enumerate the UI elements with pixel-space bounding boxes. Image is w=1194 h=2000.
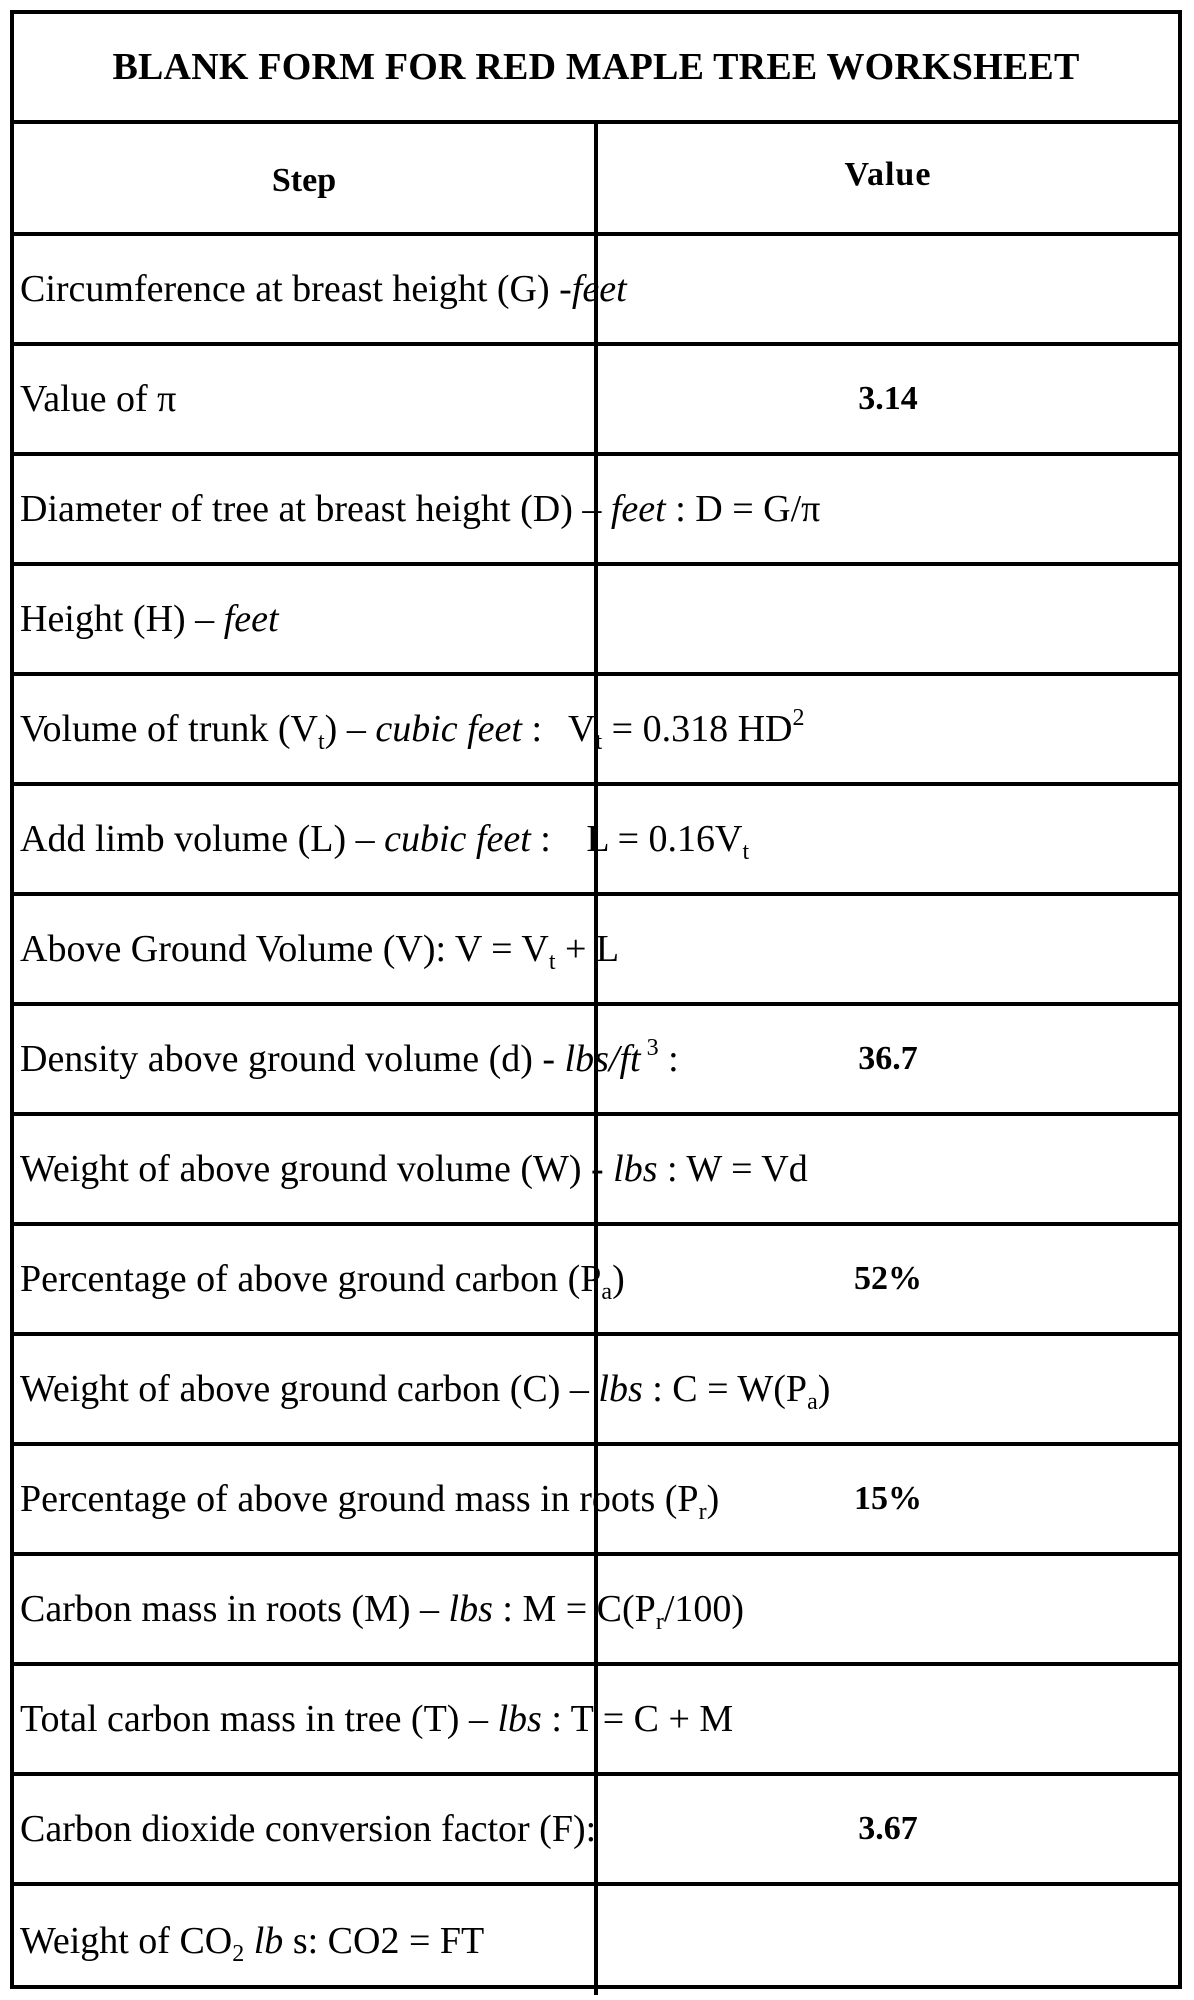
step-text-part: /100) [663, 1588, 745, 1630]
step-cell-conversion-factor [14, 1774, 596, 1884]
table-row [14, 1114, 1178, 1224]
worksheet-rows [14, 234, 1178, 1995]
step-text-part: t [548, 949, 556, 975]
table-row [14, 1554, 1178, 1664]
step-cell-pi [14, 344, 596, 454]
step-text-part: Add limb volume (L) – [20, 818, 385, 860]
table-row [14, 1774, 1178, 1884]
step-text-part: Diameter of tree at breast height (D) – [20, 488, 611, 530]
table-row [14, 564, 1178, 674]
table-row [14, 344, 1178, 454]
step-text-part: Weight of CO [20, 1919, 233, 1962]
step-text-part [244, 1920, 254, 1962]
header-row [14, 124, 1178, 234]
step-text-part: : [521, 708, 543, 750]
step-header: Step [14, 124, 596, 234]
step-text-part: : C = W(P [642, 1368, 808, 1410]
step-text-part: lbs [613, 1148, 658, 1190]
table-row [14, 784, 1178, 894]
step-cell-limb-volume [14, 784, 750, 894]
step-text-part: r [655, 1609, 664, 1635]
step-text-part: Density above ground volume (d) - [20, 1038, 565, 1080]
step-text-part: ) – [324, 708, 376, 750]
step-text-part: : D = G/π [665, 488, 821, 530]
step-text-part: + L [555, 928, 620, 970]
table-row [14, 674, 1178, 784]
value-cell-height [596, 564, 1178, 674]
step-text-part: Value of π [20, 378, 177, 420]
table-row [14, 1664, 1178, 1774]
step-text-part: 2 [232, 1940, 245, 1967]
table-row [14, 1224, 1178, 1334]
step-text-part: ) [612, 1258, 625, 1300]
step-text-part: Volume of trunk (V [20, 708, 318, 750]
step-text-part: 3 [640, 1035, 659, 1061]
step-text-part: ) [706, 1478, 720, 1520]
step-text-part: lbs [497, 1698, 542, 1740]
step-text-part: Circumference at breast height (G) - [20, 268, 572, 310]
step-text-part: r [698, 1499, 707, 1525]
step-cell-weight-volume [14, 1114, 808, 1224]
value-cell-conversion-factor: 3.67 [596, 1774, 1178, 1884]
step-text-part: Weight of above ground carbon (C) – [20, 1368, 599, 1410]
worksheet-title: BLANK FORM FOR RED MAPLE TREE WORKSHEET [14, 14, 1178, 124]
step-text-part: Weight of above ground volume (W) - [20, 1148, 614, 1190]
step-cell-carbon-roots [14, 1554, 745, 1664]
step-text-part: t [742, 839, 750, 865]
step-text-part: V [568, 708, 596, 750]
step-text-part: Percentage of above ground mass in roots (P [20, 1478, 699, 1520]
table-row [14, 1004, 1178, 1114]
step-text-part: Carbon mass in roots (M) – [20, 1588, 449, 1630]
step-text-part: = 0.318 HD [602, 708, 793, 750]
step-cell-weight-co2 [14, 1884, 596, 1995]
step-text-part: s: CO2 = FT [283, 1919, 485, 1962]
step-cell-circumference [14, 234, 627, 344]
step-text-part: feet [571, 268, 627, 310]
step-text-part: cubic feet [375, 708, 522, 750]
step-text-part: Percentage of above ground carbon (P [20, 1258, 602, 1300]
value-cell-density: 36.7 [596, 1004, 1178, 1114]
step-text-part: Above Ground Volume (V): V = V [20, 928, 549, 970]
step-text-part: lbs [598, 1368, 643, 1410]
step-text-part: : W = Vd [657, 1148, 808, 1190]
step-text-part: a [807, 1389, 818, 1415]
worksheet-table [14, 124, 1178, 1995]
step-text-part: lbs/ft [564, 1038, 641, 1080]
table-row [14, 894, 1178, 1004]
table-row [14, 1884, 1178, 1995]
step-cell-trunk-volume [14, 674, 805, 784]
step-text-part: : T = C + M [541, 1698, 734, 1740]
step-text-part: : [658, 1038, 679, 1080]
value-cell-circumference [596, 234, 1178, 344]
value-cell-above-ground-volume [596, 894, 1178, 1004]
table-row [14, 454, 1178, 564]
step-text-part: feet [223, 598, 279, 640]
step-cell-percentage-carbon [14, 1224, 625, 1334]
value-cell-percentage-roots: 15% [596, 1444, 1178, 1554]
step-cell-above-ground-volume [14, 894, 620, 1004]
step-text-part: feet [610, 488, 666, 530]
step-text-part: ) [817, 1368, 831, 1410]
table-row [14, 234, 1178, 344]
value-cell-pi: 3.14 [596, 344, 1178, 454]
table-row [14, 1334, 1178, 1444]
step-text-part: Total carbon mass in tree (T) – [20, 1698, 498, 1740]
step-text-part: : M = C(P [492, 1588, 656, 1630]
step-cell-weight-carbon [14, 1334, 831, 1444]
value-cell-weight-co2 [596, 1884, 1178, 1995]
step-text-part: t [595, 729, 603, 755]
worksheet [10, 10, 1182, 1989]
step-text-part: lbs [448, 1588, 493, 1630]
step-text-part: Carbon dioxide conversion factor (F): [20, 1808, 597, 1850]
value-cell-percentage-carbon: 52% [596, 1224, 1178, 1334]
value-header: Value [596, 124, 1178, 234]
step-text-part: 2 [792, 705, 805, 731]
step-text-part: : [530, 818, 551, 860]
step-text-part: Height (H) – [20, 598, 224, 640]
step-text-part: lb [253, 1919, 284, 1962]
step-cell-percentage-roots [14, 1444, 720, 1554]
step-cell-total-carbon [14, 1664, 734, 1774]
step-cell-density [14, 1004, 679, 1114]
step-cell-height [14, 564, 596, 674]
step-text-part: cubic feet [384, 818, 531, 860]
step-text-part: L = 0.16V [576, 818, 743, 860]
step-cell-diameter [14, 454, 821, 564]
table-row [14, 1444, 1178, 1554]
step-text-part: a [601, 1279, 613, 1305]
step-text-part: t [318, 729, 325, 755]
